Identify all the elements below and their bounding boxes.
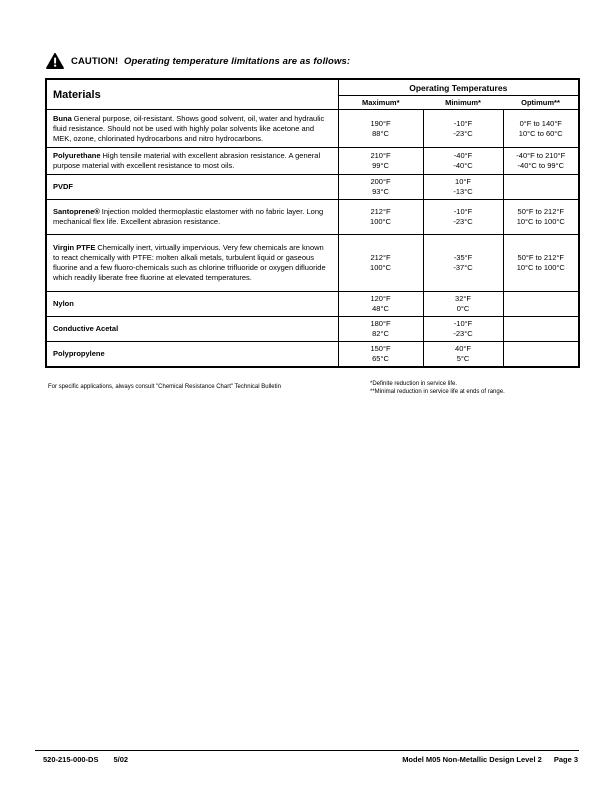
max-f: 212°F	[370, 253, 391, 262]
min-f: -10°F	[453, 319, 473, 328]
opt-f: 50°F to 212°F	[517, 253, 564, 262]
minimum-cell	[423, 200, 503, 235]
material-cell	[46, 148, 338, 175]
column-header-minimum: Minimum*	[445, 97, 481, 107]
min-f: -10°F	[453, 118, 473, 128]
chemical-resistance-note: For specific applications, always consult "Chemical Resistance Chart" Technical Bulletin	[48, 384, 281, 390]
minimum-cell	[423, 235, 503, 292]
max-f: 210°F	[370, 151, 391, 160]
footer-divider	[35, 750, 579, 751]
materials-header: Materials	[46, 79, 338, 110]
operating-temperatures-table	[45, 78, 580, 368]
table-row	[46, 317, 579, 342]
material-name: Polyurethane	[53, 151, 101, 160]
material-name: Polypropylene	[53, 349, 105, 358]
material-name: Virgin PTFE	[53, 243, 96, 252]
opt-c: 10°C to 60°C	[518, 128, 563, 138]
material-desc: High tensile material with excellent abrasion resistance. A general purpose material with excellent resistance to most oils.	[53, 151, 321, 170]
footer-right	[402, 755, 578, 764]
min-c: -23°C	[453, 128, 473, 138]
min-c: -23°C	[453, 329, 473, 338]
min-f: -35°F	[453, 253, 473, 262]
minimum-cell	[423, 148, 503, 175]
max-f: 120°F	[370, 294, 391, 303]
max-f: 212°F	[370, 207, 391, 216]
min-f: -40°F	[453, 151, 473, 160]
opt-f: -40°F to 210°F	[516, 151, 566, 160]
min-f: 10°F	[455, 177, 471, 186]
max-c: 93°C	[372, 187, 389, 196]
max-c: 48°C	[372, 304, 389, 313]
maximum-cell	[338, 110, 423, 148]
min-c: -23°C	[453, 217, 473, 226]
min-c: -37°C	[453, 263, 473, 272]
material-name: Santoprene®	[53, 207, 100, 216]
optimum-cell	[503, 292, 579, 317]
min-c: -13°C	[453, 187, 473, 196]
max-c: 82°C	[372, 329, 389, 338]
table-row	[46, 175, 579, 200]
operating-temperatures-header: Operating Temperatures	[338, 79, 579, 96]
material-desc: Chemically inert, virtually impervious. Very few chemicals are known to react chemically with PTFE: molten alkali metals, turbulent liquid or gaseous fluorine and a few fluoro-chemicals such as chlorine trifluoride or oxygen difluoride which readily liberate free fluorine at elevated temperatures.	[53, 243, 326, 282]
material-name: Buna	[53, 113, 72, 123]
page-number: Page 3	[553, 755, 578, 764]
optimum-cell	[503, 317, 579, 342]
footnote-minimal: **Minimal reduction in service life at ends of range.	[370, 389, 505, 395]
model-label: Model M05 Non-Metallic Design Level 2	[402, 755, 542, 764]
caution-text	[71, 56, 350, 67]
minimum-cell	[423, 292, 503, 317]
warning-triangle-icon	[46, 53, 64, 69]
max-f: 150°F	[370, 344, 391, 353]
min-f: 40°F	[455, 344, 471, 353]
document-date: 5/02	[113, 755, 129, 764]
material-name: Conductive Acetal	[53, 324, 119, 333]
min-c: -40°C	[453, 161, 473, 170]
minimum-cell	[423, 342, 503, 368]
max-c: 99°C	[372, 161, 389, 170]
material-cell	[46, 110, 338, 148]
max-f: 180°F	[370, 319, 391, 328]
table-row	[46, 292, 579, 317]
maximum-cell	[338, 292, 423, 317]
max-f: 200°F	[370, 177, 391, 186]
opt-f: 50°F to 212°F	[517, 207, 564, 216]
opt-c: -40°C to 99°C	[517, 161, 564, 170]
maximum-cell	[338, 342, 423, 368]
table-row	[46, 200, 579, 235]
material-cell	[46, 342, 338, 368]
maximum-cell	[338, 235, 423, 292]
optimum-cell	[503, 235, 579, 292]
maximum-cell	[338, 200, 423, 235]
minimum-cell	[423, 110, 503, 148]
optimum-cell	[503, 200, 579, 235]
column-header-optimum: Optimum**	[521, 97, 560, 107]
table-row	[46, 148, 579, 175]
min-c: 5°C	[456, 354, 470, 363]
material-desc: General purpose, oil-resistant. Shows good solvent, oil, water and hydraulic fluid resistance. Should not be used with highly polar solvents like acetone and MEK, ozone, chlorinated hydrocarbons and nitro hydrocarbons.	[53, 113, 325, 143]
footer-left	[43, 755, 128, 764]
maximum-cell	[338, 317, 423, 342]
minimum-cell	[423, 175, 503, 200]
minimum-cell	[423, 317, 503, 342]
min-f: -10°F	[453, 207, 473, 216]
material-cell	[46, 317, 338, 342]
maximum-cell	[338, 148, 423, 175]
column-header-maximum: Maximum*	[361, 97, 400, 107]
max-c: 88°C	[372, 128, 389, 138]
material-cell	[46, 200, 338, 235]
material-name: PVDF	[53, 182, 74, 191]
material-desc: Injection molded thermoplastic elastomer with no fabric layer. Long mechanical flex life. Excellent abrasion resistance.	[53, 207, 324, 226]
caution-message: Operating temperature limitations are as follows:	[124, 55, 351, 67]
max-c: 100°C	[370, 263, 391, 272]
max-c: 100°C	[370, 217, 391, 226]
caution-label: CAUTION!	[71, 55, 119, 67]
optimum-cell	[503, 110, 579, 148]
footnote-definite: *Definite reduction in service life.	[370, 381, 458, 387]
table-row	[46, 342, 579, 368]
min-c: 0°C	[456, 304, 470, 313]
opt-f: 0°F to 140°F	[519, 118, 562, 128]
max-c: 65°C	[372, 354, 389, 363]
material-cell	[46, 235, 338, 292]
caution-banner	[46, 53, 350, 69]
table-header-row-1	[46, 79, 579, 96]
opt-c: 10°C to 100°C	[516, 217, 565, 226]
material-name: Nylon	[53, 299, 74, 308]
optimum-cell	[503, 148, 579, 175]
page-footer	[43, 755, 578, 764]
document-code: 520-215-000-DS	[43, 755, 99, 764]
table-row	[46, 235, 579, 292]
material-cell	[46, 292, 338, 317]
table-row	[46, 110, 579, 148]
material-cell	[46, 175, 338, 200]
optimum-cell	[503, 342, 579, 368]
footnotes	[370, 380, 505, 396]
max-f: 190°F	[370, 118, 391, 128]
min-f: 32°F	[455, 294, 471, 303]
maximum-cell	[338, 175, 423, 200]
optimum-cell	[503, 175, 579, 200]
opt-c: 10°C to 100°C	[516, 263, 565, 272]
